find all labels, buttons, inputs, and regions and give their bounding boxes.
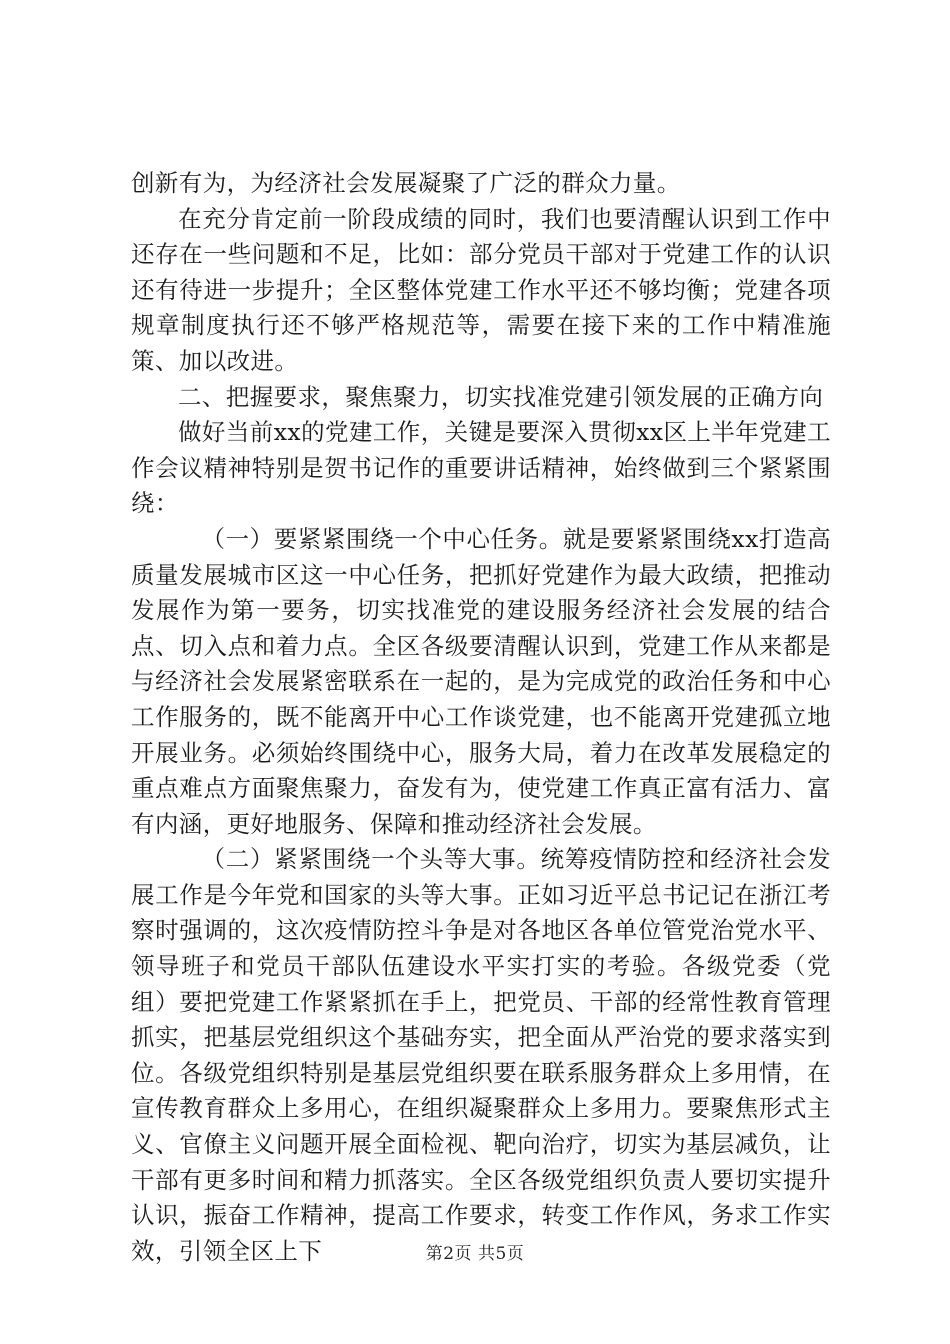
page-footer [0,1243,950,1265]
paragraph-central-task: （一）要紧紧围绕一个中心任务。就是要紧紧围绕xx打造高质量发展城市区这一中心任务，把抓好党建作为最大政绩，把推动发展作为第一要务，切实找准党的建设服务经济社会发展的结合点、切入点和着力点。全区各级要清醒认识到，党建工作从来都是与经济社会发展紧密联系在一起的，是为完成党的政治任务和中心工作服务的，既不能离开中心工作谈党建，也不能离开党建孤立地开展业务。必须始终围绕中心，服务大局，着力在改革发展稳定的重点难点方面聚焦聚力，奋发有为，使党建工作真正富有活力、富有内涵，更好地服务、保障和推动经济社会发展。 [131,524,831,838]
paragraph-problems: 在充分肯定前一阶段成绩的同时，我们也要清醒认识到工作中还存在一些问题和不足，比如：部分党员干部对于党建工作的认识还有待进一步提升；全区整体党建工作水平还不够均衡；党建各项规章制度执行还不够严格规范等，需要在接下来的工作中精准施策、加以改进。 [131,204,831,375]
paragraph-three-focuses: 做好当前xx的党建工作，关键是要深入贯彻xx区上半年党建工作会议精神特别是贺书记作的重要讲话精神，始终做到三个紧紧围绕： [131,418,831,518]
document-body [131,166,831,1269]
page-number-label: 第2页 共5页 [425,1244,525,1264]
paragraph-continuation: 创新有为，为经济社会发展凝聚了广泛的群众力量。 [131,169,681,197]
paragraph-top-priority: （二）紧紧围绕一个头等大事。统筹疫情防控和经济社会发展工作是今年党和国家的头等大事。正如习近平总书记记在浙江考察时强调的，这次疫情防控斗争是对各地区各单位管党治党水平、领导班子和党员干部队伍建设水平实打实的考验。各级党委（党组）要把党建工作紧紧抓在手上，把党员、干部的经常性教育管理抓实，把基层党组织这个基础夯实，把全面从严治党的要求落实到位。各级党组织特别是基层党组织要在联系服务群众上多用情，在宣传教育群众上多用心，在组织凝聚群众上多用力。要聚焦形式主义、官僚主义问题开展全面检视、靶向治疗，切实为基层减负，让干部有更多时间和精力抓落实。全区各级党组织负责人要切实提升认识，振奋工作精神，提高工作要求，转变工作作风，务求工作实效，引领全区上下 [131,845,831,1265]
section-heading-two: 二、把握要求，聚焦聚力，切实找准党建引领发展的正确方向 [178,382,824,411]
